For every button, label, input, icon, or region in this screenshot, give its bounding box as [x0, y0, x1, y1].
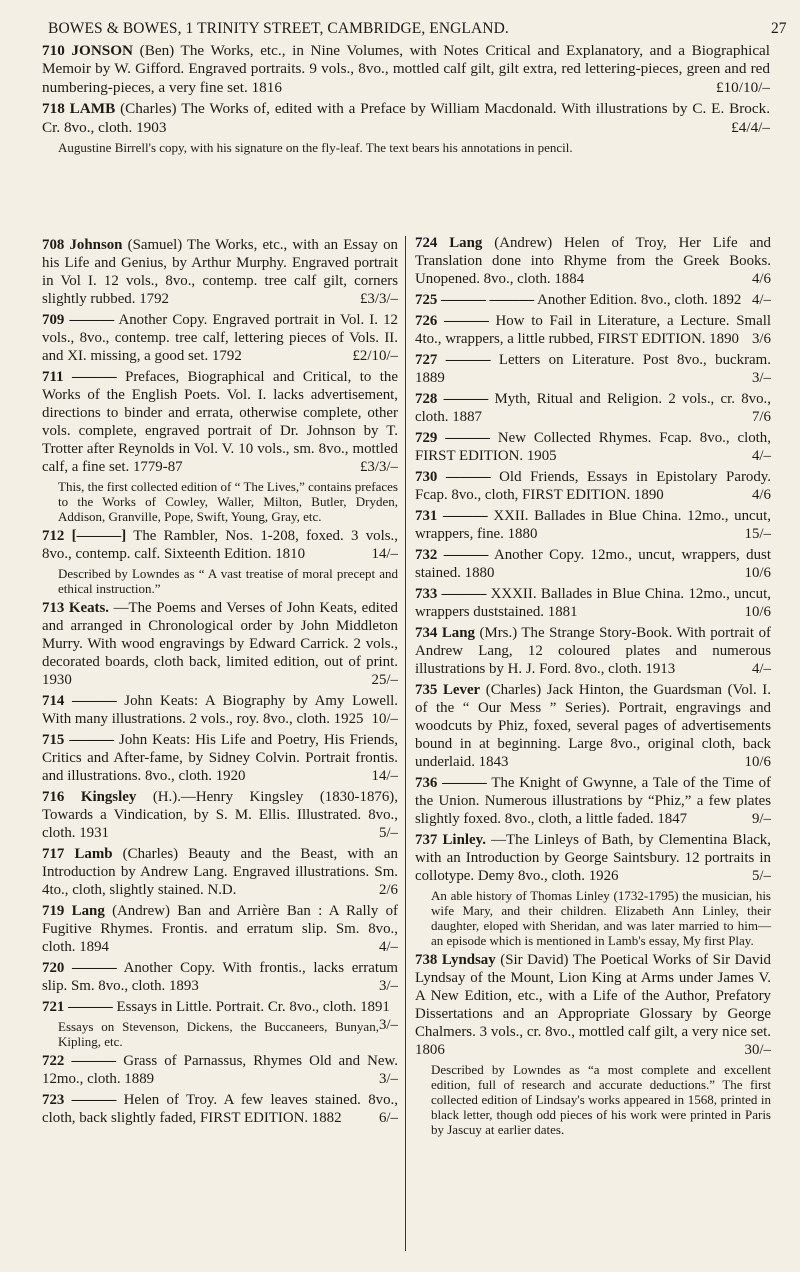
entry-note: Described by Lowndes as “ A vast treatise of moral precept and ethical instruction.”: [58, 566, 398, 596]
catalogue-entry: [42, 1052, 398, 1088]
entry-description: XXXII. Ballades in Blue China. 12mo., uncut, wrappers duststained. 1881: [415, 586, 771, 620]
entry-author: ———: [72, 960, 117, 976]
left-column: [42, 236, 398, 1130]
entry-price: 4/–: [751, 292, 771, 308]
entry-author: ———: [445, 430, 490, 446]
catalogue-entry: [415, 312, 771, 348]
entry-price: 5/–: [378, 825, 398, 841]
catalogue-entry: [42, 100, 770, 137]
catalogue-entry: [415, 351, 771, 387]
entry-number: 723: [42, 1092, 65, 1108]
entry-price: 30/–: [744, 1042, 771, 1058]
entry-number: 715: [42, 732, 65, 748]
entry-author: Lang: [449, 235, 483, 251]
entry-note: Augustine Birrell's copy, with his signature on the fly-leaf. The text bears his annotations in pencil.: [58, 140, 573, 156]
entry-note: Described by Lowndes as “a most complete and excellent edition, full of research and accurate deductions.” The first collected edition of Lindsay's works appeared in 1568, printed in black letter, though odd pieces of his work were printed in Paris by Jascuy at earlier dates.: [431, 1062, 771, 1137]
catalogue-entry: [42, 902, 398, 956]
entry-description: —The Linleys of Bath, by Clementina Black, with an Introduction by George Saintsbury. 12 portraits in collotype. Demy 8vo., cloth. 1926: [415, 832, 771, 884]
entry-price: 7/6: [751, 409, 771, 425]
entry-price: 15/–: [744, 526, 771, 542]
catalogue-entry: [42, 731, 398, 785]
entry-price: £3/3/–: [359, 291, 398, 307]
catalogue-entry: [42, 368, 398, 476]
entry-note: An able history of Thomas Linley (1732-1795) the musician, his wife Mary, and their children. Elizabeth Ann Linley, their daughter, eloped with Sheridan, and was later married to him—an episode which is mentioned in Lamb's essay, My first Play.: [431, 888, 771, 948]
entry-author: ——— ———: [441, 292, 535, 308]
page-number: 27: [771, 20, 787, 37]
entry-description: (Charles) The Works of, edited with a Preface by William Macdonald. With illustrations by C. E. Brock. Cr. 8vo., cloth. 1903: [42, 100, 771, 136]
entry-description: Grass of Parnassus, Rhymes Old and New. 12mo., cloth. 1889: [42, 1053, 398, 1087]
catalogue-entry: [415, 291, 771, 309]
entry-price: 4/–: [378, 939, 398, 955]
entry-author: ———: [441, 586, 487, 602]
entry-number: 718: [42, 100, 65, 118]
entry-price: 10/–: [371, 711, 398, 727]
entry-author: ———: [71, 1053, 117, 1069]
catalogue-entry: [415, 468, 771, 504]
entry-number: 734: [415, 625, 438, 641]
catalogue-entry: [42, 845, 398, 899]
entry-price: 2/6: [378, 882, 398, 898]
entry-author: ———: [444, 313, 489, 329]
entry-author: ———: [71, 693, 117, 709]
entry-price: 3/–: [378, 1071, 398, 1087]
catalogue-entry: [415, 831, 771, 885]
entry-price: 4/6: [751, 271, 771, 287]
entry-number: 728: [415, 391, 438, 407]
entry-number: 721: [42, 999, 65, 1015]
catalogue-entry: [415, 585, 771, 621]
entry-author: ———: [71, 369, 117, 385]
entry-price: 3/6: [751, 331, 771, 347]
entry-description: (Charles) Beauty and the Beast, with an Introduction by Andrew Lang. Engraved illustrations. Sm. 4to., cloth, slightly stained. N.D.: [42, 846, 398, 898]
entry-number: 722: [42, 1053, 65, 1069]
entry-author: Lang: [441, 625, 475, 641]
catalogue-entry: [42, 599, 398, 689]
catalogue-page: [20, 0, 785, 1272]
catalogue-entry: [415, 624, 771, 678]
entry-description: Myth, Ritual and Religion. 2 vols., cr. 8vo., cloth. 1887: [415, 391, 771, 425]
entry-description: XXII. Ballades in Blue China. 12mo., uncut, wrappers, fine. 1880: [415, 508, 771, 542]
entry-note: Essays on Stevenson, Dickens, the Buccaneers, Bunyan, Kipling, etc.: [58, 1019, 379, 1049]
entry-number: 738: [415, 952, 438, 968]
entry-description: Prefaces, Biographical and Critical, to the Works of the English Poets. Vol. I. lacks advertisement, directions to binder and errata, otherwise complete, other vols. complete, engraved portrait of Dr. Johnson by T. Trotter after Reynolds in Vol. V. 10 vols., sm. 8vo., mottled calf, a fine set. 1779-87: [42, 369, 398, 475]
entry-number: 710: [42, 42, 65, 59]
entry-number: 713: [42, 600, 65, 616]
entry-description: Helen of Troy. A few leaves stained. 8vo., cloth, back slightly faded, FIRST EDITION. 1882: [42, 1092, 398, 1126]
entry-author: JONSON: [71, 42, 134, 59]
entry-number: 719: [42, 903, 65, 919]
entry-description: Essays in Little. Portrait. Cr. 8vo., cloth. 1891: [116, 999, 390, 1015]
entry-number: 729: [415, 430, 438, 446]
entry-description: (Charles) Jack Hinton, the Guardsman (Vol. I. of the “ Our Mess ” Series). Portrait, engravings and woodcuts by Phiz, foxed, several pages of advertisements bound in at beginning. Large 8vo., original cloth, back underlaid. 1843: [415, 682, 771, 770]
entry-number: 726: [415, 313, 438, 329]
entry-price: 10/6: [744, 565, 771, 581]
entry-author: [———]: [71, 528, 127, 544]
entry-author: Lyndsay: [441, 952, 496, 968]
entry-description: Another Copy. Engraved portrait in Vol. I. 12 vols., 8vo., contemp. tree calf, lettering pieces of Vols. II. and XI. missing, a good set. 1792: [42, 312, 398, 364]
entry-number: 709: [42, 312, 65, 328]
entry-author: ———: [445, 352, 491, 368]
entry-author: ———: [445, 469, 491, 485]
entry-price: £10/10/–: [715, 78, 770, 96]
entry-price: 10/6: [744, 754, 771, 770]
entry-description: How to Fail in Literature, a Lecture. Small 4to., wrappers, a little rubbed, FIRST EDITION. 1890: [415, 313, 771, 347]
entry-author: ———: [69, 732, 115, 748]
column-divider: [405, 236, 406, 1251]
entry-price: £4/4/–: [731, 118, 770, 136]
entry-author: ———: [69, 312, 115, 328]
entry-number: 716: [42, 789, 65, 805]
entry-description: John Keats: His Life and Poetry, His Friends, Critics and After-fame, by Sidney Colvin. Portrait frontis. and illustrations. 8vo., cloth. 1920: [42, 732, 398, 784]
entry-author: LAMB: [69, 100, 116, 118]
entry-number: 724: [415, 235, 438, 251]
entry-description: (Andrew) Ban and Arrière Ban : A Rally of Fugitive Rhymes. Frontis. and erratum slip. Sm. 8vo., cloth. 1894: [42, 903, 398, 955]
catalogue-entry: [42, 692, 398, 728]
entry-note: This, the first collected edition of “ The Lives,” contains prefaces to the Works of Cowley, Waller, Milton, Butler, Dryden, Addison, Granville, Pope, Swift, Young, Gray, etc.: [58, 479, 398, 524]
entry-description: The Rambler, Nos. 1-208, foxed. 3 vols., 8vo., contemp. calf. Sixteenth Edition. 1810: [42, 528, 398, 562]
entry-number: 727: [415, 352, 438, 368]
entry-price: 4/–: [751, 448, 771, 464]
entry-price: 4/–: [751, 661, 771, 677]
entry-description: —The Poems and Verses of John Keats, edited and arranged in Chronological order by John Middleton Murry. With wood engravings by Edward Carrick. 2 vols., decorated boards, cloth back, limited edition, out of print. 1930: [42, 600, 398, 688]
catalogue-entry: [42, 311, 398, 365]
catalogue-entry: [42, 998, 398, 1033]
entry-price: 10/6: [744, 604, 771, 620]
entry-number: 725: [415, 292, 438, 308]
entry-price: £2/10/–: [352, 348, 398, 364]
catalogue-entry: [415, 546, 771, 582]
featured-entries: [42, 42, 770, 158]
entry-price: 25/–: [371, 672, 398, 688]
entry-description: John Keats: A Biography by Amy Lowell. With many illustrations. 2 vols., roy. 8vo., cloth. 1925: [42, 693, 398, 727]
entry-description: Old Friends, Essays in Epistolary Parody. Fcap. 8vo., cloth, FIRST EDITION. 1890: [415, 469, 771, 503]
entry-description: (Sir David) The Poetical Works of Sir David Lyndsay of the Mount, Lion King at Arms under James V. A New Edition, etc., with a Life of the Author, Prefatory Dissertations and an Appropriate Glossary by George Chalmers. 3 vols., cr. 8vo., mottled calf gilt, a very nice set. 1806: [415, 952, 771, 1058]
entry-price: 3/–: [751, 370, 771, 386]
entry-number: 714: [42, 693, 65, 709]
entry-author: Kingsley: [80, 789, 137, 805]
catalogue-entry: [415, 951, 771, 1059]
catalogue-entry: [415, 774, 771, 828]
catalogue-entry: [415, 507, 771, 543]
entry-number: 730: [415, 469, 438, 485]
catalogue-entry: [415, 681, 771, 771]
entry-price: 6/–: [378, 1110, 398, 1126]
entry-price: 3/–: [378, 1017, 398, 1033]
catalogue-entry: [42, 1091, 398, 1127]
entry-author: Lamb: [74, 846, 113, 862]
catalogue-entry: [42, 42, 770, 97]
entry-number: 717: [42, 846, 65, 862]
entry-price: 9/–: [751, 811, 771, 827]
entry-description: Another Edition. 8vo., cloth. 1892: [537, 292, 742, 308]
entry-author: Keats.: [68, 600, 110, 616]
entry-number: 735: [415, 682, 438, 698]
catalogue-entry: [415, 390, 771, 426]
running-header: BOWES & BOWES, 1 TRINITY STREET, CAMBRIDGE, ENGLAND.: [48, 20, 509, 37]
entry-author: ———: [71, 1092, 117, 1108]
entry-description: The Knight of Gwynne, a Tale of the Time of the Union. Numerous illustrations by “Phiz,” a few plates slightly foxed. 8vo., cloth, a little faded. 1847: [415, 775, 771, 827]
entry-author: Lang: [71, 903, 105, 919]
entry-description: (Andrew) Helen of Troy, Her Life and Translation done into Rhyme from the Greek Books. Unopened. 8vo., cloth. 1884: [415, 235, 771, 287]
entry-author: ———: [443, 547, 489, 563]
entry-number: 731: [415, 508, 438, 524]
entry-number: 720: [42, 960, 65, 976]
catalogue-entry: [42, 527, 398, 563]
entry-author: Lever: [442, 682, 481, 698]
entry-description: Another Copy. 12mo., uncut, wrappers, dust stained. 1880: [415, 547, 771, 581]
entry-author: Johnson: [69, 237, 123, 253]
entry-number: 732: [415, 547, 438, 563]
catalogue-entry: [415, 234, 771, 288]
entry-number: 712: [42, 528, 65, 544]
entry-description: (Samuel) The Works, etc., with an Essay on his Life and Genius, by Arthur Murphy. Engraved portrait in Vol I. 12 vols., 8vo., contemp. tree calf gilt, corners slightly rubbed. 1792: [42, 237, 398, 307]
entry-price: £3/3/–: [359, 459, 398, 475]
entry-number: 737: [415, 832, 438, 848]
right-column: [415, 234, 771, 1140]
entry-author: ———: [68, 999, 113, 1015]
entry-author: Linley.: [442, 832, 486, 848]
entry-price: 14/–: [371, 768, 398, 784]
catalogue-entry: [42, 959, 398, 995]
entry-description: (Mrs.) The Strange Story-Book. With portrait of Andrew Lang, 12 coloured plates and numerous illustrations by H. J. Ford. 8vo., cloth. 1913: [415, 625, 771, 677]
entry-price: 14/–: [371, 546, 398, 562]
entry-number: 736: [415, 775, 438, 791]
entry-author: ———: [443, 391, 489, 407]
entry-description: (H.).—Henry Kingsley (1830-1876), Towards a Vindication, by S. M. Ellis. Illustrated. 8vo., cloth. 1931: [42, 789, 398, 841]
entry-author: ———: [443, 508, 488, 524]
entry-description: Another Copy. With frontis., lacks erratum slip. Sm. 8vo., cloth. 1893: [42, 960, 398, 994]
catalogue-entry: [42, 788, 398, 842]
entry-number: 711: [42, 369, 64, 385]
catalogue-entry: [42, 236, 398, 308]
entry-description: (Ben) The Works, etc., in Nine Volumes, with Notes Critical and Explanatory, and a Biographical Memoir by W. Gifford. Engraved portraits. 9 vols., 8vo., mottled calf gilt, gilt extra, red lettering-pieces, green and red numbering-pieces, a very fine set. 1816: [42, 42, 771, 96]
entry-description: Letters on Literature. Post 8vo., buckram. 1889: [415, 352, 771, 386]
entry-number: 708: [42, 237, 65, 253]
entry-author: ———: [442, 775, 487, 791]
entry-price: 5/–: [751, 868, 771, 884]
entry-price: 4/6: [751, 487, 771, 503]
entry-description: New Collected Rhymes. Fcap. 8vo., cloth, FIRST EDITION. 1905: [415, 430, 771, 464]
catalogue-entry: [415, 429, 771, 465]
entry-number: 733: [415, 586, 438, 602]
entry-price: 3/–: [378, 978, 398, 994]
